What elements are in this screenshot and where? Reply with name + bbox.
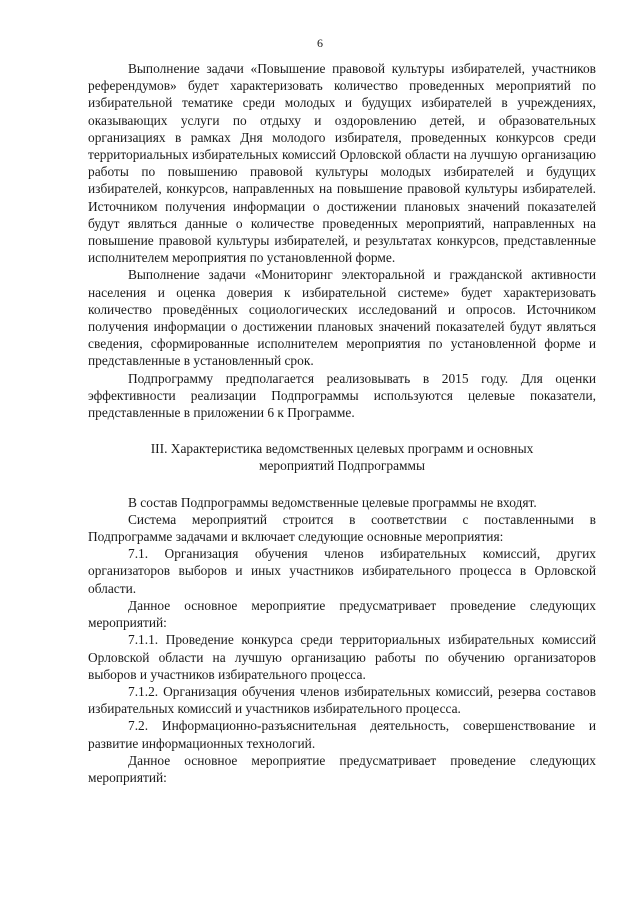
section-heading-line-2: мероприятий Подпрограммы — [259, 458, 425, 474]
paragraph-measure-7-1-1: 7.1.1. Проведение конкурса среди территориальных избирательных комиссий Орловской области на лучшую организацию работы по обучению организаторов выборов и участников избирательного процесса. — [88, 632, 596, 682]
paragraph-measure-7-1: 7.1. Организация обучения членов избирательных комиссий, других организаторов выборов и иных участников избирательного процесса в Орловской области. — [88, 546, 596, 596]
document-body — [88, 60, 596, 786]
paragraph-no-departmental-programs: В состав Подпрограммы ведомственные целевые программы не входят. — [128, 494, 537, 510]
paragraph-monitoring-task: Выполнение задачи «Мониторинг электоральной и гражданской активности населения и оценка доверия к избирательной системе» будет характеризовать количество проведённых социологических исследований и опросов. Источником получения информации о достижении плановых значений показателей будут являться сведения, сформированные исполнителем мероприятия по установленной форме и представленные в установленный срок. — [88, 267, 596, 369]
paragraph-implementation-period: Подпрограмму предполагается реализовывать в 2015 году. Для оценки эффективности реализации Подпрограммы используются целевые показатели, представленные в приложении 6 к Программе. — [88, 370, 596, 421]
page-number: 6 — [317, 36, 323, 50]
paragraph-measure-7-1-intro: Данное основное мероприятие предусматривает проведение следующих мероприятий: — [88, 597, 596, 631]
paragraph-legal-culture-task: Выполнение задачи «Повышение правовой культуры избирателей, участников референдумов» будет характеризовать количество проведенных мероприятий по избирательной тематике среди молодых и будущих избирателей в учреждениях, оказывающих услуги по отдыху и оздоровлению детей, и образовательных организациях в рамках Дня молодого избирателя, проведенных конкурсов среди территориальных избирательных комиссий Орловской области на лучшую организацию работы по повышению правовой культуры молодых избирателей и будущих избирателей, конкурсов, направленных на повышение правовой культуры избирателей. Источником получения информации о достижении плановых значений показателей будут являться данные о количестве проведенных мероприятий, направленных на повышение правовой культуры избирателей, и результатах конкурсов, представленные исполнителем мероприятия по установленной форме. — [88, 61, 596, 266]
section-heading — [88, 440, 596, 474]
paragraph-measure-7-1-2: 7.1.2. Организация обучения членов избирательных комиссий, резерва составов избирательных комиссий и участников избирательного процесса. — [88, 683, 596, 717]
paragraph-measure-7-2-intro: Данное основное мероприятие предусматривает проведение следующих мероприятий: — [88, 752, 596, 785]
section-heading-line-1: III. Характеристика ведомственных целевых программ и основных — [150, 441, 534, 457]
paragraph-measure-7-2: 7.2. Информационно-разъяснительная деятельность, совершенствование и развитие информационных технологий. — [88, 718, 596, 751]
paragraph-measures-system: Система мероприятий строится в соответствии с поставленными в Подпрограмме задачами и включает следующие основные мероприятия: — [88, 511, 596, 545]
